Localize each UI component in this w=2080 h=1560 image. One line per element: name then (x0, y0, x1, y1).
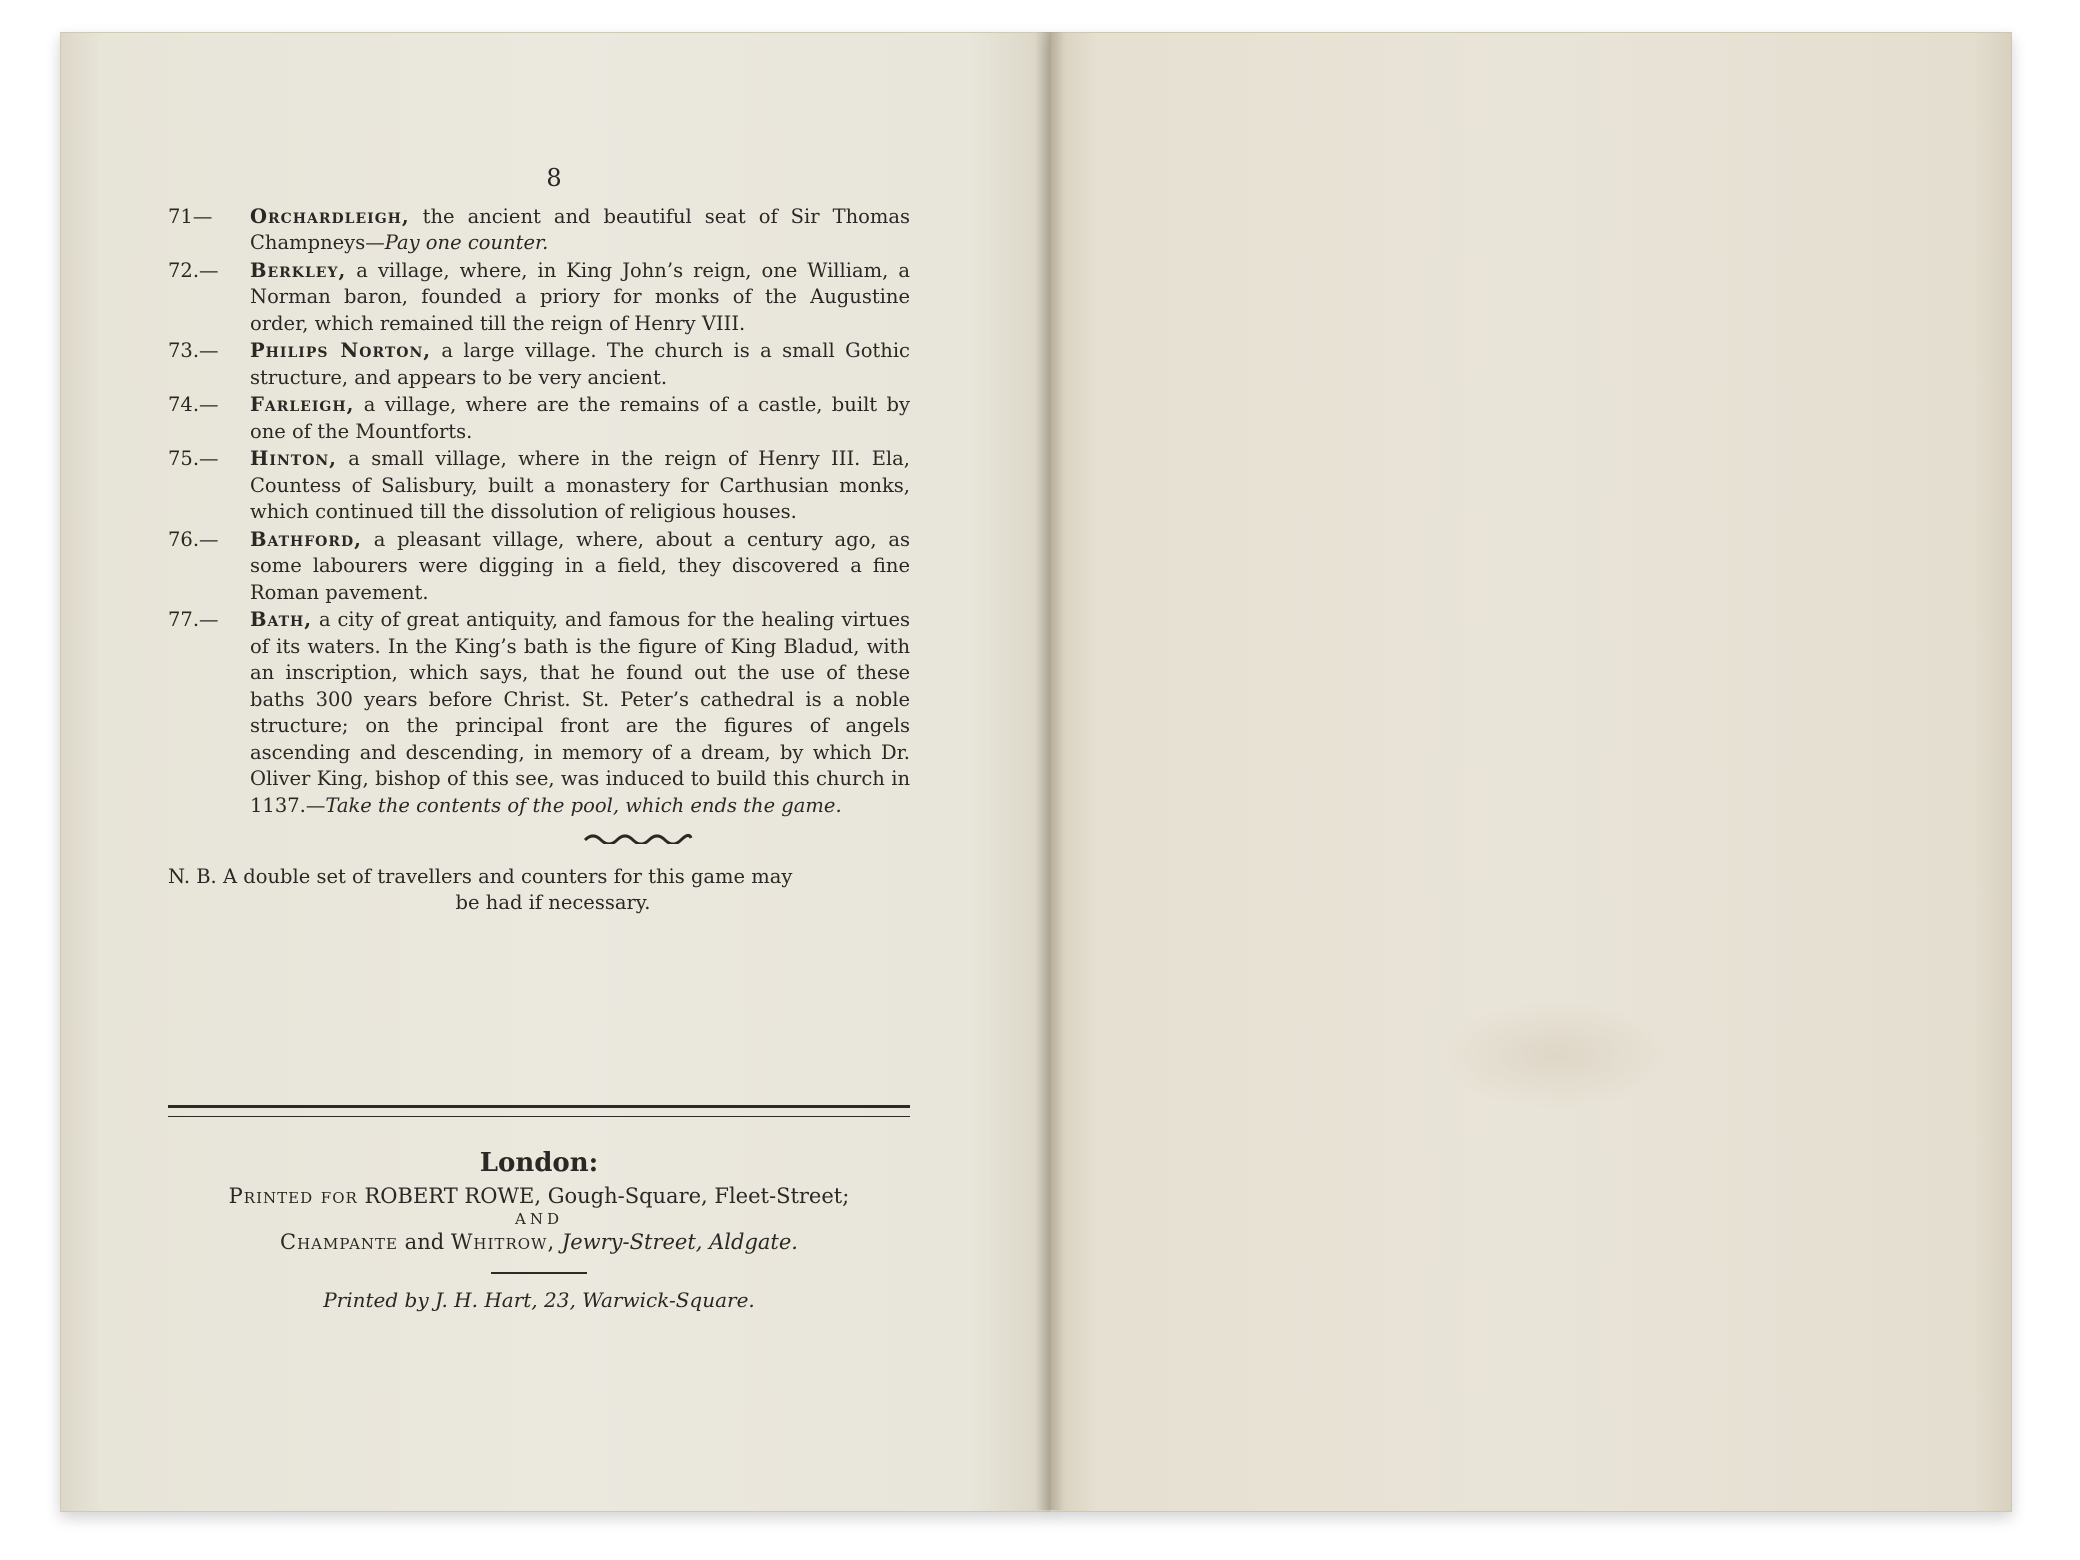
entry-number: 76.— (168, 527, 219, 551)
entry-77 (168, 607, 910, 819)
entry-number: 75.— (168, 447, 219, 470)
book-gutter (1035, 32, 1065, 1510)
paper-stain (1440, 1000, 1670, 1110)
entry-place: Orchardleigh, (250, 204, 410, 228)
entry-text: a pleasant village, where, about a century ago, as some labourers were digging in a field, they discovered a fine Roman pavement. (250, 527, 910, 604)
entry-number: 72.— (168, 258, 219, 282)
imprint-and: AND (515, 1210, 563, 1228)
entry-number: 73.— (168, 339, 219, 362)
entry-instruction: Take the contents of the pool, which ends the game. (325, 793, 842, 817)
entry-72 (168, 258, 910, 338)
champante-name: Champante (280, 1230, 398, 1254)
imprint-champante (168, 1230, 910, 1254)
entry-place: Farleigh, (250, 393, 355, 416)
entry-place: Bath, (250, 608, 313, 631)
printed-for-label: Printed for (228, 1184, 358, 1208)
whitrow-name: Whitrow, (450, 1230, 556, 1254)
double-rule-divider (168, 1105, 910, 1117)
entry-instruction: Pay one counter. (384, 231, 549, 254)
entry-text: a city of great antiquity, and famous for the healing virtues of its waters. In the King’s bath is the figure of King Bladud, with an inscription, which says, that he found out the use of these baths 300 years before Christ. St. Peter’s cathedral is a noble structure; on the principal front are the figures of angels ascending and descending, in memory of a dream, by which Dr. Oliver King, bishop of this see, was induced to build this church in 1137.— (250, 608, 910, 817)
nota-bene-line-1: N. B. A double set of travellers and counters for this game may (168, 864, 793, 888)
entry-76 (168, 527, 910, 607)
imprint-printer: Printed by J. H. Hart, 23, Warwick-Square. (323, 1288, 755, 1312)
imprint (168, 1148, 910, 1312)
entry-text: a village, where, in King John’s reign, one William, a Norman baron, founded a priory for monks of the Augustine order, which remained till the reign of Henry VIII. (250, 258, 910, 335)
entry-number: 74.— (168, 393, 219, 416)
entry-place: Philips Norton, (250, 339, 432, 362)
short-rule (491, 1272, 587, 1274)
imprint-city: London: (479, 1148, 599, 1178)
entry-place: Berkley, (250, 258, 347, 282)
printed-for-name: ROBERT ROWE, Gough-Square, Fleet-Street; (357, 1184, 850, 1208)
entry-place: Hinton, (250, 447, 337, 470)
wave-ornament (583, 832, 693, 844)
entry-73 (168, 338, 910, 391)
entry-text: a small village, where in the reign of Henry III. Ela, Countess of Salisbury, built a monastery for Carthusian monks, which continued till the dissolution of religious houses. (250, 447, 910, 523)
entry-number: 77.— (168, 608, 219, 631)
entry-place: Bathford, (250, 527, 362, 551)
entry-75 (168, 446, 910, 526)
entry-74 (168, 392, 910, 445)
champante-and: and (398, 1230, 451, 1254)
right-page-blank (1050, 32, 2012, 1512)
page-text (168, 165, 910, 917)
entry-number: 71— (168, 204, 213, 228)
entry-text: the ancient and beautiful seat of Sir Thomas Champneys— (250, 204, 910, 254)
entry-text: a large village. The church is a small Gothic structure, and appears to be very ancient. (250, 339, 910, 389)
page-number: 8 (546, 164, 562, 192)
entry-text: a village, where are the remains of a castle, built by one of the Mountforts. (250, 393, 910, 443)
nota-bene-line-2: be had if necessary. (455, 891, 651, 914)
champante-address: Jewry-Street, Aldgate. (555, 1230, 798, 1254)
imprint-printed-for (168, 1184, 910, 1208)
entry-71 (168, 204, 910, 257)
nota-bene (168, 864, 910, 917)
